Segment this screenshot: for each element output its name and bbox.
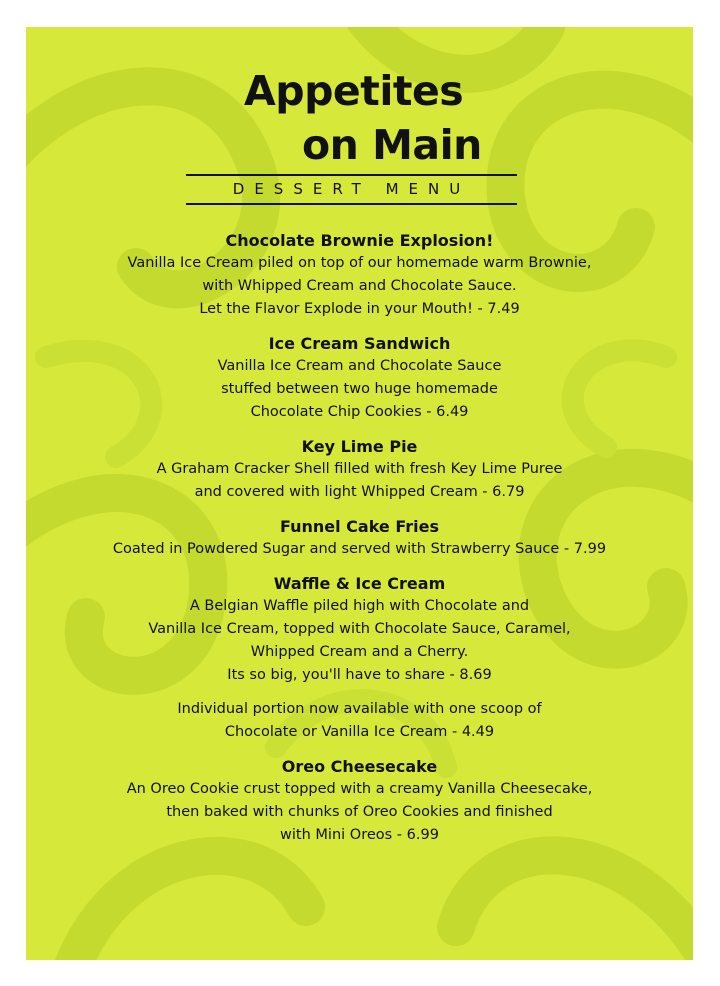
item-description-line: Its so big, you'll have to share - 8.69 <box>227 667 492 683</box>
header-rule-top <box>186 174 517 176</box>
item-description-line: stuffed between two huge homemade <box>221 381 498 397</box>
header-rule-bottom <box>186 203 517 205</box>
menu-item-brownie <box>26 229 693 321</box>
item-description-line: Whipped Cream and a Cherry. <box>250 644 469 660</box>
item-description-line: A Graham Cracker Shell filled with fresh Key Lime Puree <box>156 461 563 477</box>
menu-item-key-lime-pie <box>26 435 693 504</box>
item-name: Ice Cream Sandwich <box>268 334 451 353</box>
item-description-line: Chocolate Chip Cookies - 6.49 <box>250 404 469 420</box>
menu-subtitle: DESSERT MENU <box>232 180 471 198</box>
menu-item-oreo-cheesecake <box>26 755 693 847</box>
item-name: Waffle & Ice Cream <box>273 574 446 593</box>
item-description-line: Vanilla Ice Cream piled on top of our homemade warm Brownie, <box>127 255 592 271</box>
restaurant-name-line2: on Main <box>302 121 482 169</box>
menu-page <box>26 27 693 960</box>
note-line: Individual portion now available with one scoop of <box>177 701 542 717</box>
item-name: Chocolate Brownie Explosion! <box>225 231 494 250</box>
item-description-line: A Belgian Waffle piled high with Chocolate and <box>189 598 530 614</box>
item-description-line: with Whipped Cream and Chocolate Sauce. <box>202 278 517 294</box>
item-description-line: An Oreo Cookie crust topped with a creamy Vanilla Cheesecake, <box>126 781 593 797</box>
item-description-line: Let the Flavor Explode in your Mouth! - 7.49 <box>199 301 520 317</box>
restaurant-name-line1: Appetites <box>244 67 464 115</box>
item-description-line: Coated in Powdered Sugar and served with Strawberry Sauce - 7.99 <box>112 541 607 557</box>
menu-items <box>26 229 693 858</box>
note-line: Chocolate or Vanilla Ice Cream - 4.49 <box>224 724 495 740</box>
menu-item-funnel-cake-fries <box>26 515 693 561</box>
item-name: Oreo Cheesecake <box>281 757 438 776</box>
item-name: Funnel Cake Fries <box>279 517 440 536</box>
item-description-line: with Mini Oreos - 6.99 <box>280 827 439 843</box>
item-description-line: then baked with chunks of Oreo Cookies and finished <box>166 804 553 820</box>
menu-item-ice-cream-sandwich <box>26 332 693 424</box>
item-description-line: Vanilla Ice Cream, topped with Chocolate Sauce, Caramel, <box>148 621 571 637</box>
item-description-line: Vanilla Ice Cream and Chocolate Sauce <box>217 358 502 374</box>
item-description-line: and covered with light Whipped Cream - 6.79 <box>194 484 525 500</box>
menu-item-waffle <box>26 572 693 687</box>
item-name: Key Lime Pie <box>301 437 418 456</box>
waffle-individual-portion-note <box>26 698 693 744</box>
